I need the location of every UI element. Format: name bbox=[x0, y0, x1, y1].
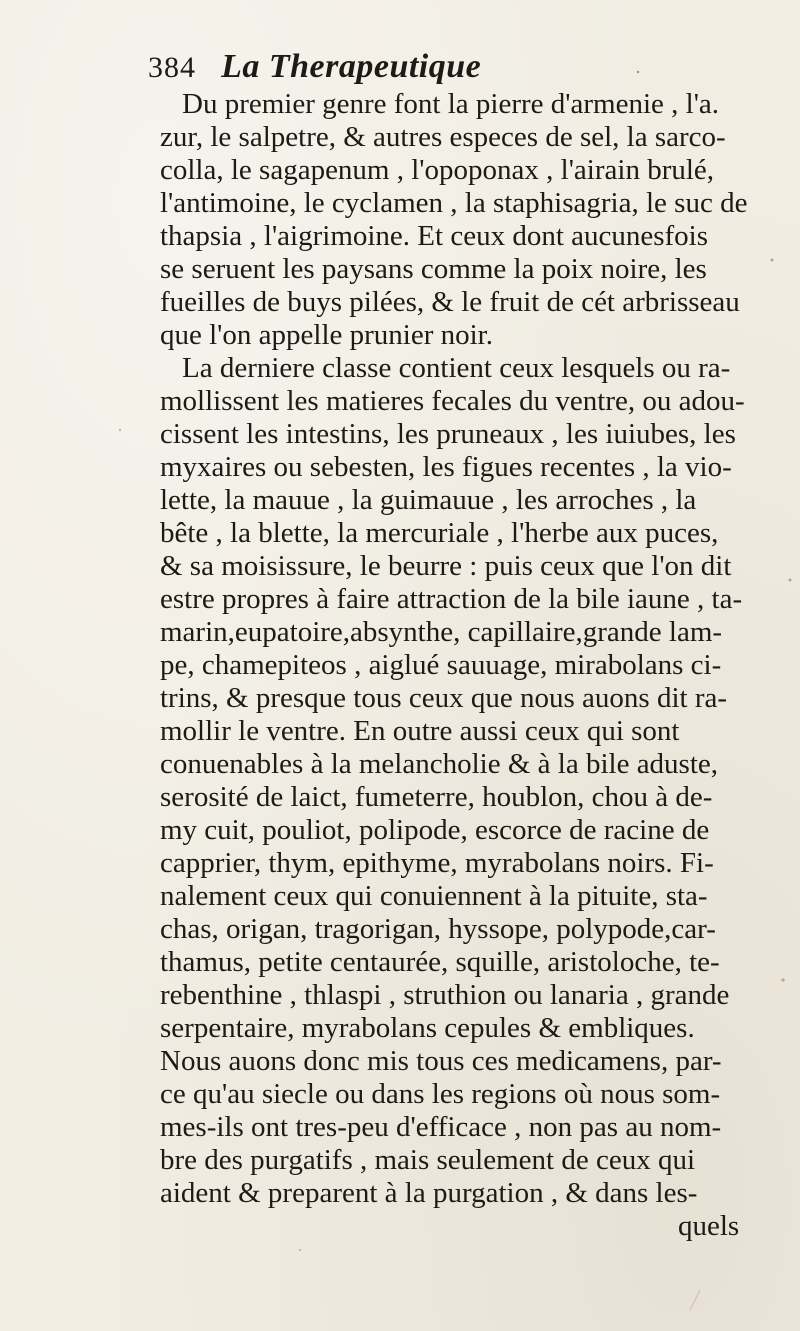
ink-speck bbox=[299, 1249, 301, 1251]
ink-speck bbox=[637, 71, 639, 73]
text-line: La derniere classe contient ceux lesquels ou ra- bbox=[182, 352, 731, 384]
text-line: lette, la mauue , la guimauue , les arroches , la bbox=[160, 484, 697, 516]
text-line: fueilles de buys pilées, & le fruit de cét arbrisseau bbox=[160, 286, 740, 318]
text-line: Nous auons donc mis tous ces medicamens, par- bbox=[160, 1045, 722, 1077]
text-line: marin,eupatoire,absynthe, capillaire,grande lam- bbox=[160, 616, 723, 648]
text-line: thamus, petite centaurée, squille, aristoloche, te- bbox=[160, 946, 720, 978]
text-line: nalement ceux qui conuiennent à la pituite, sta- bbox=[160, 880, 708, 912]
text-line: mollissent les matieres fecales du ventre, ou adou- bbox=[160, 385, 745, 417]
text-line: & sa moisissure, le beurre : puis ceux que l'on dit bbox=[160, 550, 732, 582]
text-line: cissent les intestins, les pruneaux , les iuiubes, les bbox=[160, 418, 736, 450]
text-line: my cuit, pouliot, polipode, escorce de racine de bbox=[160, 814, 710, 846]
text-line: serosité de laict, fumeterre, houblon, chou à de- bbox=[160, 781, 713, 813]
text-line: myxaires ou sebesten, les figues recentes , la vio- bbox=[160, 451, 732, 483]
text-line: mollir le ventre. En outre aussi ceux qui sont bbox=[160, 715, 680, 747]
text-line: rebenthine , thlaspi , struthion ou lanaria , grande bbox=[160, 979, 730, 1011]
text-line: aident & preparent à la purgation , & dans les- bbox=[160, 1177, 698, 1209]
text-line: colla, le sagapenum , l'opoponax , l'airain brulé, bbox=[160, 154, 715, 186]
text-line: pe, chamepiteos , aiglué sauuage, mirabolans ci- bbox=[160, 649, 722, 681]
page-header bbox=[148, 48, 481, 88]
text-line: bre des purgatifs , mais seulement de ceux qui bbox=[160, 1144, 696, 1176]
text-line: ce qu'au siecle ou dans les regions où nous som- bbox=[160, 1078, 721, 1110]
text-line: que l'on appelle prunier noir. bbox=[160, 319, 493, 351]
text-line: chas, origan, tragorigan, hyssope, polypode,car- bbox=[160, 913, 716, 945]
text-line: mes-ils ont tres-peu d'efficace , non pas au nom- bbox=[160, 1111, 722, 1143]
text-line: bête , la blette, la mercuriale , l'herbe aux puces, bbox=[160, 517, 719, 549]
paper-crease bbox=[690, 1290, 700, 1310]
text-line: trins, & presque tous ceux que nous auons dit ra- bbox=[160, 682, 728, 714]
text-line: serpentaire, myrabolans cepules & embliques. bbox=[160, 1012, 695, 1044]
ink-speck bbox=[119, 429, 121, 431]
text-line: se seruent les paysans comme la poix noire, les bbox=[160, 253, 707, 285]
text-line: zur, le salpetre, & autres especes de sel, la sarco- bbox=[160, 121, 726, 153]
text-line: thapsia , l'aigrimoine. Et ceux dont aucunesfois bbox=[160, 220, 709, 252]
catchword: quels bbox=[678, 1210, 740, 1242]
page-number: 384 bbox=[148, 51, 196, 84]
text-line: l'antimoine, le cyclamen , la staphisagria, le suc de bbox=[160, 187, 748, 219]
running-title: La Therapeutique bbox=[221, 48, 482, 85]
body-text bbox=[160, 88, 800, 1243]
text-line: estre propres à faire attraction de la bile iaune , ta- bbox=[160, 583, 743, 615]
text-line: Du premier genre font la pierre d'armenie , l'a. bbox=[182, 88, 720, 120]
text-line: conuenables à la melancholie & à la bile aduste, bbox=[160, 748, 719, 780]
text-line: capprier, thym, epithyme, myrabolans noirs. Fi- bbox=[160, 847, 714, 879]
